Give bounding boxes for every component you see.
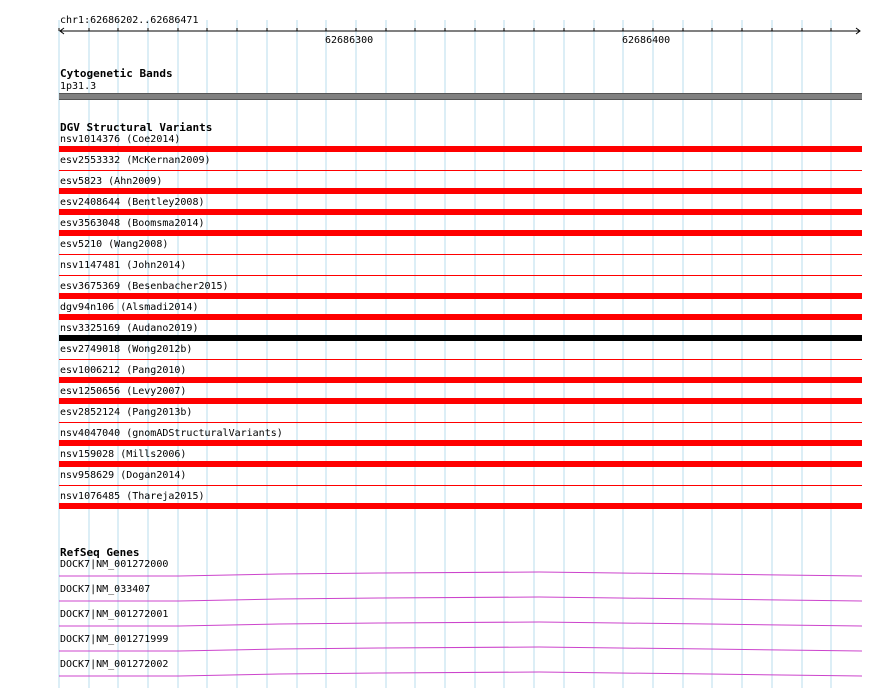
gene-line xyxy=(59,597,862,601)
cytoband-label: 1p31.3 xyxy=(60,81,97,92)
ruler-range-label: chr1:62686202..62686471 xyxy=(60,15,199,26)
variant-label: esv2408644 (Bentley2008) xyxy=(60,197,205,208)
refseq-track-title: RefSeq Genes xyxy=(60,546,140,559)
variant-label: esv2553332 (McKernan2009) xyxy=(60,155,211,166)
ruler-tick-label: 62686300 xyxy=(325,35,374,46)
gene-line xyxy=(59,572,862,576)
variant-label: esv2852124 (Pang2013b) xyxy=(60,407,193,418)
gene-label: DOCK7|NM_001271999 xyxy=(60,634,169,645)
variant-label: esv5823 (Ahn2009) xyxy=(60,176,163,187)
variant-feature[interactable] xyxy=(59,503,862,509)
variant-label: esv3563048 (Boomsma2014) xyxy=(60,218,205,229)
variant-feature[interactable] xyxy=(59,485,862,486)
gene-feature[interactable] xyxy=(59,620,862,628)
variant-feature[interactable] xyxy=(59,440,862,446)
gene-line xyxy=(59,647,862,651)
gene-feature[interactable] xyxy=(59,645,862,653)
variant-label: esv5210 (Wang2008) xyxy=(60,239,169,250)
variant-label: nsv4047040 (gnomADStructuralVariants) xyxy=(60,428,283,439)
variant-feature[interactable] xyxy=(59,188,862,194)
variant-feature[interactable] xyxy=(59,461,862,467)
variant-label: nsv1076485 (Thareja2015) xyxy=(60,491,205,502)
gene-label: DOCK7|NM_001272002 xyxy=(60,659,169,670)
variant-feature[interactable] xyxy=(59,209,862,215)
variant-feature[interactable] xyxy=(59,275,862,276)
variant-label: esv1250656 (Levy2007) xyxy=(60,386,187,397)
gene-label: DOCK7|NM_033407 xyxy=(60,584,151,595)
variant-label: nsv159028 (Mills2006) xyxy=(60,449,187,460)
variant-feature[interactable] xyxy=(59,377,862,383)
variant-feature[interactable] xyxy=(59,146,862,152)
variant-feature[interactable] xyxy=(59,422,862,423)
variant-label: esv3675369 (Besenbacher2015) xyxy=(60,281,229,292)
gene-feature[interactable] xyxy=(59,670,862,678)
variant-label: dgv94n106 (Alsmadi2014) xyxy=(60,302,199,313)
variant-feature[interactable] xyxy=(59,335,862,341)
variant-label: nsv1147481 (John2014) xyxy=(60,260,187,271)
variant-feature[interactable] xyxy=(59,170,862,171)
variant-feature[interactable] xyxy=(59,293,862,299)
variant-feature[interactable] xyxy=(59,398,862,404)
ruler-tick-label: 62686400 xyxy=(622,35,671,46)
gene-label: DOCK7|NM_001272000 xyxy=(60,559,169,570)
variant-label: nsv1014376 (Coe2014) xyxy=(60,134,181,145)
gene-line xyxy=(59,622,862,626)
gene-line xyxy=(59,672,862,676)
variant-label: esv1006212 (Pang2010) xyxy=(60,365,187,376)
gene-feature[interactable] xyxy=(59,595,862,603)
variant-label: esv2749018 (Wong2012b) xyxy=(60,344,193,355)
variant-feature[interactable] xyxy=(59,254,862,255)
gene-feature[interactable] xyxy=(59,570,862,578)
gene-label: DOCK7|NM_001272001 xyxy=(60,609,169,620)
variant-feature[interactable] xyxy=(59,359,862,360)
dgv-track-title: DGV Structural Variants xyxy=(60,121,213,134)
cytoband-feature[interactable] xyxy=(59,93,862,100)
variant-feature[interactable] xyxy=(59,314,862,320)
variant-feature[interactable] xyxy=(59,230,862,236)
variant-label: nsv3325169 (Audano2019) xyxy=(60,323,199,334)
cytoband-track-title: Cytogenetic Bands xyxy=(60,67,173,80)
variant-label: nsv958629 (Dogan2014) xyxy=(60,470,187,481)
